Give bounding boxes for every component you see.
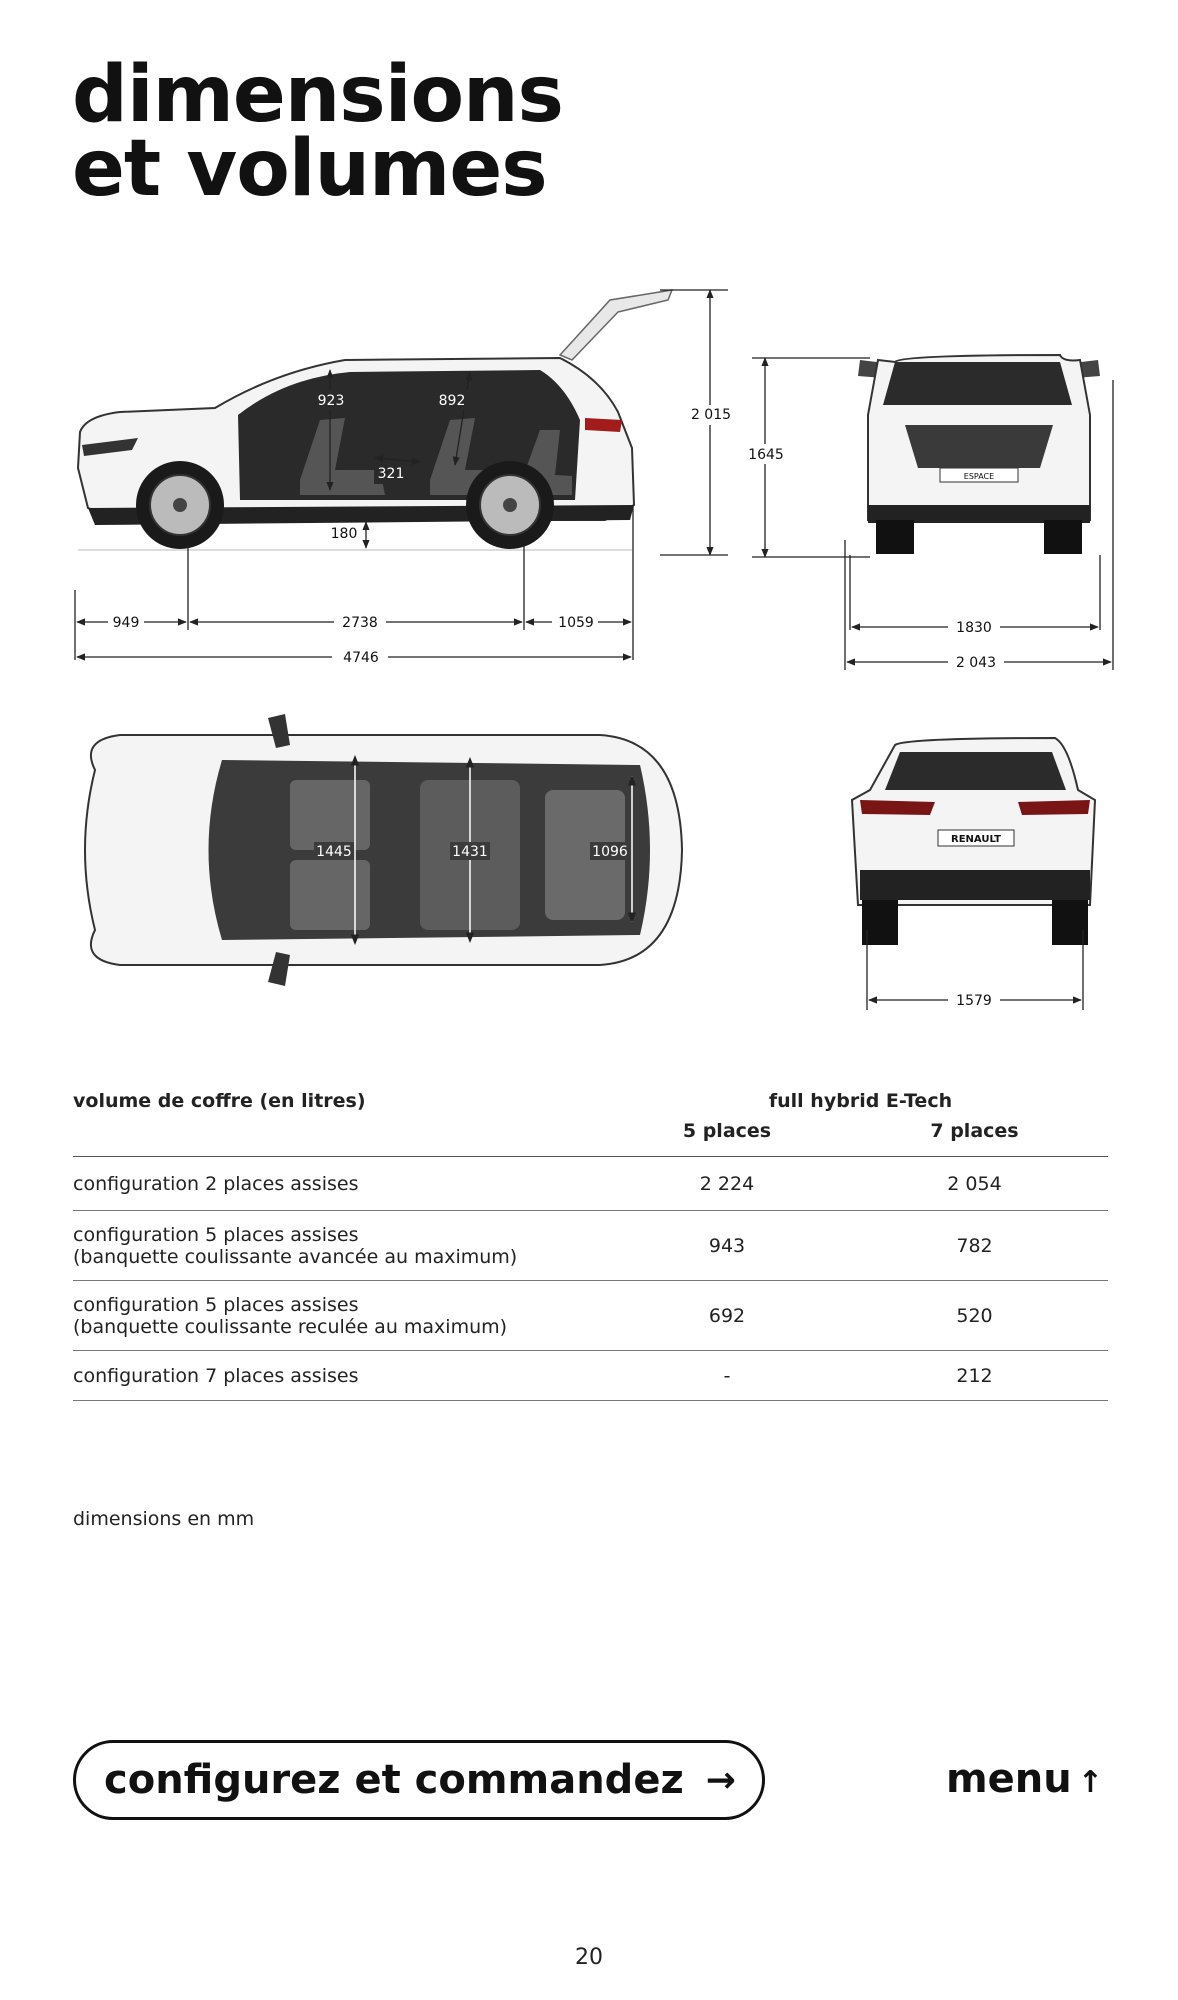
table-row [73,1351,1108,1401]
table-row [73,1211,1108,1281]
table-label-header: volume de coffre (en litres) [73,1090,366,1112]
row-value-7-places: 212 [841,1351,1108,1401]
row-value-5-places: 943 [613,1211,841,1281]
label-height-tailgate: 2 015 [690,407,732,423]
rear-dimension-labels [948,990,1000,1010]
row-value-5-places: 2 224 [613,1157,841,1211]
label-front-overhang: 949 [112,615,140,631]
page-number: 20 [575,1945,603,1970]
front-badge: ESPACE [963,472,995,481]
row-label: configuration 7 places assises [73,1351,613,1401]
label-headroom-rear: 892 [438,393,466,409]
label-elbow-row2: 1431 [452,844,488,860]
label-elbow-front: 1445 [316,844,352,860]
row-value-5-places: - [613,1351,841,1401]
row-value-7-places: 2 054 [841,1157,1108,1211]
column-header-7-places: 7 places [841,1120,1108,1157]
arrow-up-icon: ↑ [1077,1765,1103,1800]
label-elbow-row3: 1096 [592,844,628,860]
side-view-car [78,290,672,550]
table-row [73,1281,1108,1351]
page-title-line2: et volumes [72,124,547,214]
label-ground-clearance: 180 [330,526,358,542]
row-value-7-places: 520 [841,1281,1108,1351]
row-label: configuration 2 places assises [73,1157,613,1211]
configure-and-order-button[interactable] [73,1740,765,1820]
label-length: 4746 [343,650,379,666]
label-wheelbase: 2738 [342,615,378,631]
label-rear-overhang: 1059 [558,615,594,631]
label-headroom-front: 923 [317,393,345,409]
menu-label: menu [946,1756,1072,1802]
cta-label: configurez et commandez [104,1757,684,1803]
row-value-7-places: 782 [841,1211,1108,1281]
rear-view-car [852,738,1095,945]
units-note: dimensions en mm [73,1508,255,1530]
row-value-5-places: 692 [613,1281,841,1351]
menu-link[interactable] [946,1756,1103,1802]
row-label: configuration 5 places assises (banquette coulissante avancée au maximum) [73,1211,613,1281]
label-width: 2 043 [955,655,997,671]
arrow-right-icon: → [705,1759,736,1801]
rear-badge: RENAULT [951,834,1001,845]
label-rear-track: 1579 [956,993,992,1009]
column-header-5-places: 5 places [613,1120,841,1157]
table-group-header: full hybrid E-Tech [768,1090,953,1112]
page-title-line1: dimensions [72,50,563,140]
table-row [73,1157,1108,1211]
label-front-track: 1830 [956,620,992,636]
boot-volume-table [73,1090,1108,1401]
front-view-car [858,355,1100,554]
row-label: configuration 5 places assises (banquette coulissante reculée au maximum) [73,1281,613,1351]
label-height: 1645 [748,447,784,463]
label-knee-room: 321 [377,466,405,482]
